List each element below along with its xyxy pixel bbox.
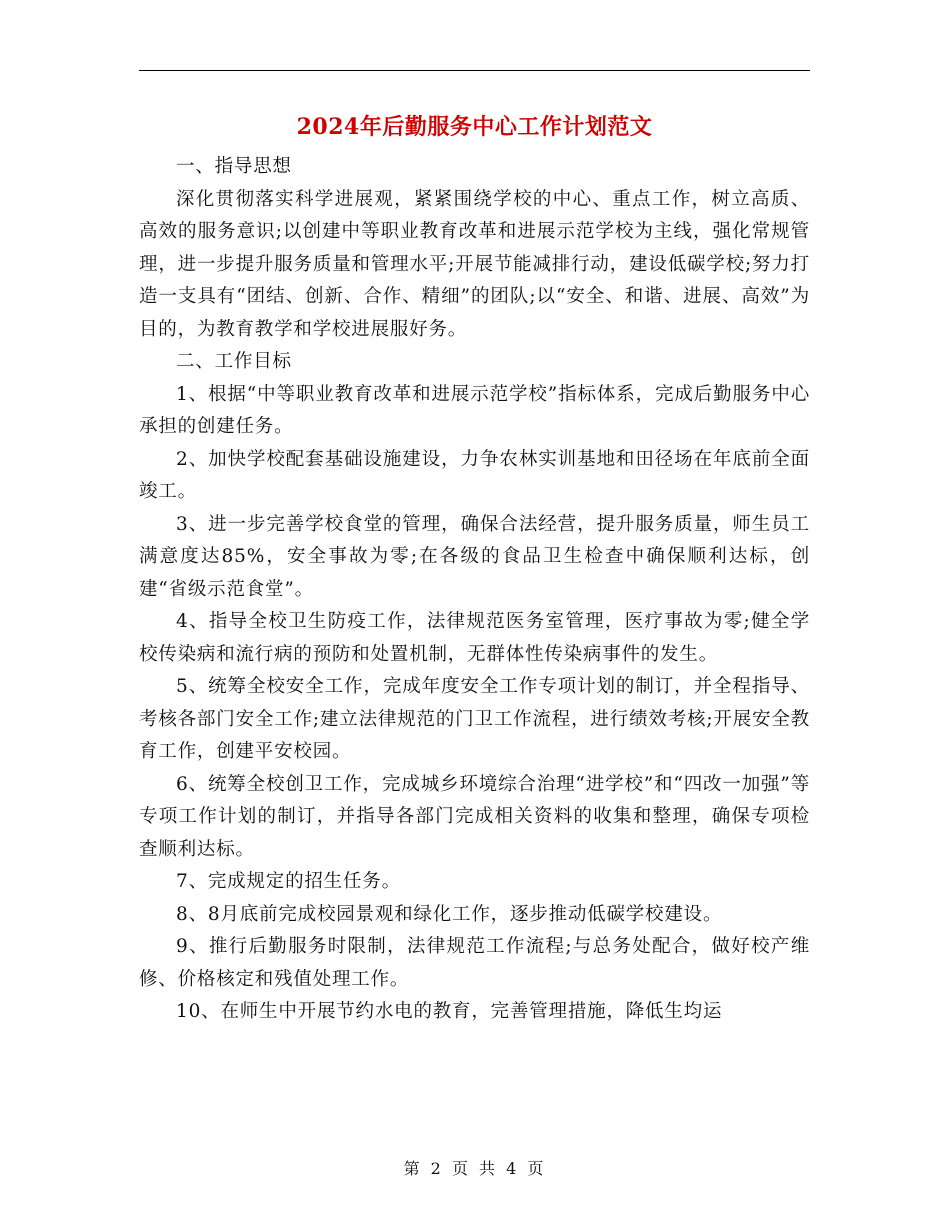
body-paragraph: 6、统筹全校创卫工作，完成城乡环境综合治理“进学校”和“四改一加强”等专项工作计划的制订，并指导各部门完成相关资料的收集和整理，确保专项检查顺利达标。: [139, 773, 810, 860]
body-paragraph: 2、加快学校配套基础设施建设，力争农林实训基地和田径场在年底前全面竣工。: [139, 448, 810, 502]
body-paragraph: 深化贯彻落实科学进展观，紧紧围绕学校的中心、重点工作，树立高质、高效的服务意识;以创建中等职业教育改革和进展示范学校为主线，强化常规管理，进一步提升服务质量和管理水平;开展节能减排行动，建设低碳学校;努力打造一支具有“团结、创新、合作、精细”的团队;以“安全、和谐、进展、高效”为目的，为教育教学和学校进展服好务。: [139, 188, 810, 340]
page-footer: 第 2 页 共 4 页: [403, 1159, 547, 1178]
body-paragraph: 10、在师生中开展节约水电的教育，完善管理措施，降低生均运: [176, 1001, 723, 1022]
header-rule: [139, 70, 810, 71]
body-paragraph: 8、8月底前完成校园景观和绿化工作，逐步推动低碳学校建设。: [176, 903, 723, 925]
body-paragraph: 5、统筹全校安全工作，完成年度安全工作专项计划的制订，并全程指导、考核各部门安全工作;建立法律规范的门卫工作流程，进行绩效考核;开展安全教育工作，创建平安校园。: [139, 676, 810, 762]
section-heading: 二、工作目标: [176, 351, 292, 372]
body-paragraph: 1、根据“中等职业教育改革和进展示范学校”指标体系，完成后勤服务中心承担的创建任务。: [139, 383, 810, 437]
document-title: 2024年后勤服务中心工作计划范文: [296, 114, 653, 140]
section-heading: 一、指导思想: [176, 156, 292, 177]
body-paragraph: 3、进一步完善学校食堂的管理，确保合法经营，提升服务质量，师生员工满意度达85%，安全事故为零;在各级的食品卫生检查中确保顺利达标，创建“省级示范食堂”。: [139, 513, 810, 600]
body-paragraph: 4、指导全校卫生防疫工作，法律规范医务室管理，医疗事故为零;健全学校传染病和流行病的预防和处置机制，无群体性传染病事件的发生。: [139, 611, 810, 665]
body-paragraph: 9、推行后勤服务时限制，法律规范工作流程;与总务处配合，做好校产维修、价格核定和残值处理工作。: [139, 936, 810, 990]
body-paragraph: 7、完成规定的招生任务。: [176, 871, 401, 892]
document-body: [139, 151, 810, 1029]
